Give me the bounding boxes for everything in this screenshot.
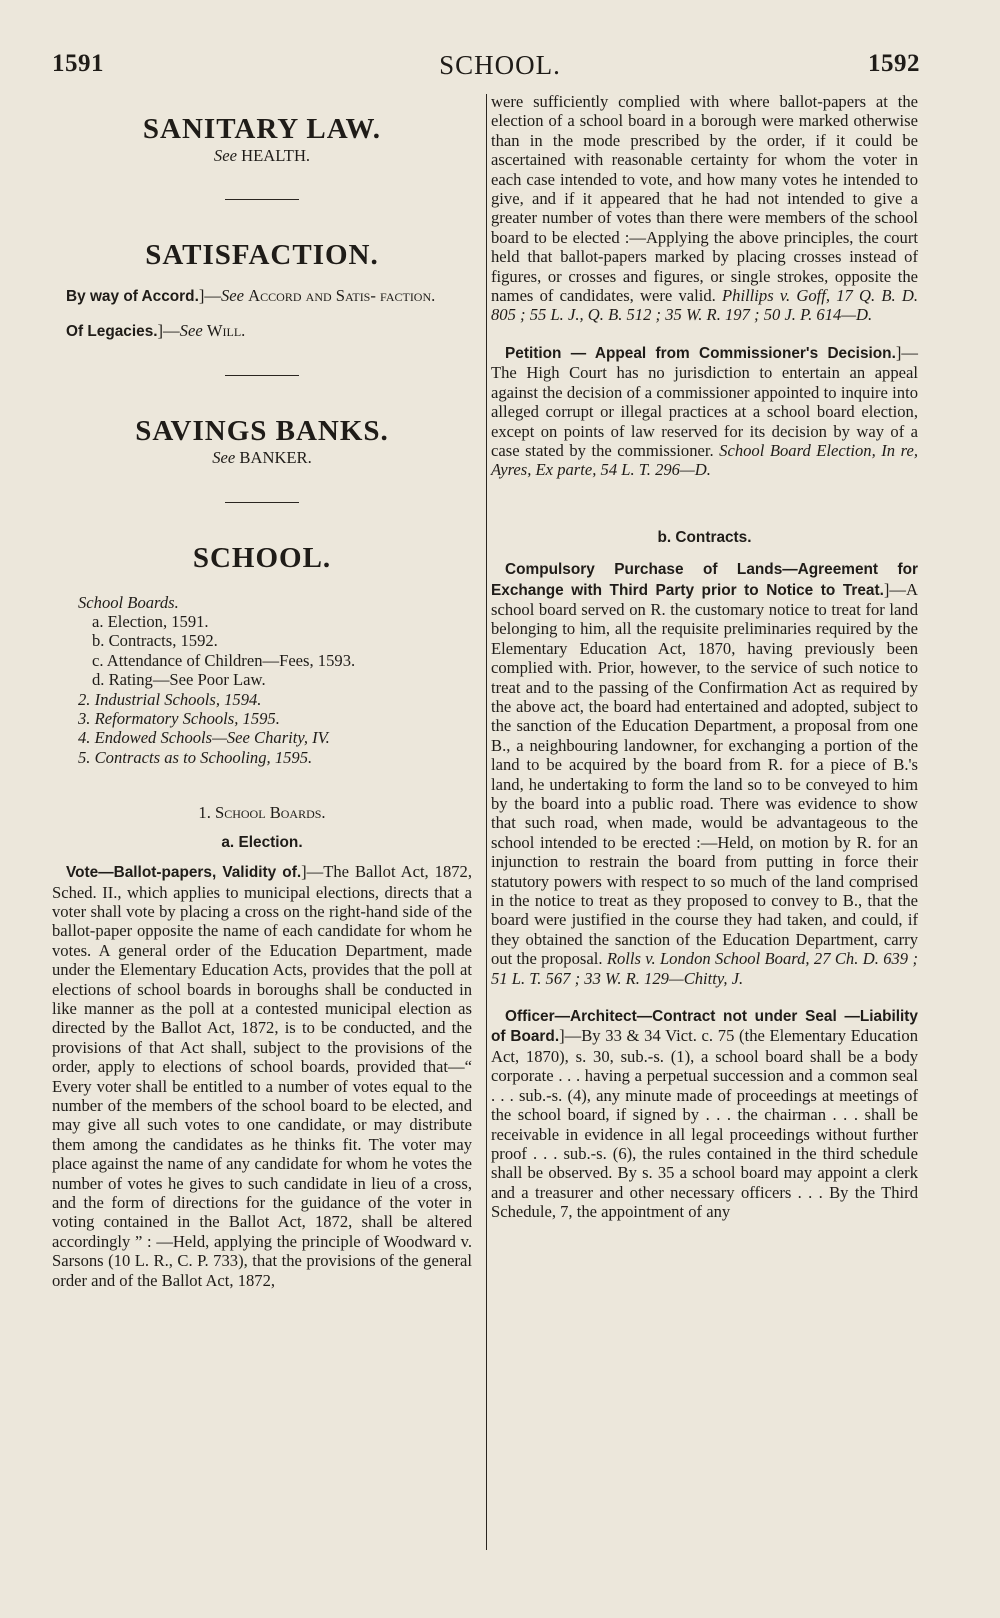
entry-text: ]—By 33 & 34 Vict. c. 75 (the Elementary Education Act, 1870), s. 30, sub.-s. (1), a school board shall be a body corporate . . . having a perpetual succession and a common seal . . . sub.-s. (4), any minute made of proceedings at meetings of the school board, if signed by . . . the chairman . . . shall be receivable in evidence in all legal proceedings without further proof . . . sub.-s. (6), the rules contained in the third schedule shall be observed. By s. 35 a school board may appoint a clerk and a treasurer and other necessary officers . . . By the Third Schedule, 7, the appointment of any — [491, 1026, 918, 1222]
toc-item: 5. Contracts as to Schooling, 1595. — [78, 747, 313, 767]
entry-sep: ]— — [198, 286, 221, 306]
divider — [225, 375, 299, 376]
entry-petition-appeal — [491, 343, 918, 480]
heading-satisfaction: SATISFACTION. — [145, 239, 379, 272]
entry-vote-ballot-papers — [52, 862, 472, 1290]
entry-by-way-of-accord — [52, 286, 472, 306]
page-number-left: 1591 — [52, 50, 104, 77]
see-target: Will. — [206, 320, 246, 340]
toc-item: a. Election, 1591. — [92, 612, 209, 632]
see-target: Accord and Satis- faction. — [248, 286, 436, 306]
column-divider — [486, 94, 487, 1550]
running-title: SCHOOL. — [439, 50, 561, 80]
entry-of-legacies — [52, 321, 472, 341]
see-target: HEALTH. — [241, 146, 311, 165]
see-reference — [52, 448, 472, 467]
entry-officer-architect — [491, 1006, 918, 1221]
entry-lead: Petition — Appeal from Commissioner's Decision. — [505, 344, 896, 362]
entry-sep: ]— — [157, 320, 180, 340]
left-column — [52, 104, 472, 1290]
entry-text: ]—A school board served on R. the customary notice to treat for land belonging to him, all the requisite preliminaries required by the Elementary Education Act, 1870, having previously been complied with. Prior, however, to the service of such notice to treat and to the passing of the Confirmation Act as required by the above act, the board had entertained and adopted, subject to the sanction of the Education Department, a proposal from one B., a neighbouring landowner, for exchanging a portion of the land to be acquired by the board from R. for a piece of B.'s land, he undertaking to form the land so to be conveyed to him by the board into a public road. There was evidence to show that such road, when made, would be advantageous to the school intended to be erected :—Held, on motion by R. for an injunction to restrain the board from putting in force their statutory powers with respect to so much of the land comprised in the notice to treat as they proposed to convey to B., that the board were justified in the course they had taken, and could, if they obtained the sanction of the Education Department, carry out the proposal. — [491, 579, 918, 969]
subsection-heading: b. Contracts. — [657, 528, 752, 546]
entry-compulsory-purchase — [491, 559, 918, 988]
right-column — [491, 92, 918, 1222]
toc-item: School Boards. — [78, 592, 179, 612]
case-citation: School Board Election, In re, Ayres, Ex parte, 54 L. T. 296—D. — [491, 440, 918, 480]
entry-text: were sufficiently complied with where ballot-papers at the election of a school board in a borough were marked otherwise than in the mode prescribed by the order, if it could be ascertained with reasonable certainty for whom the voter in each case intended to vote, and how many votes he intended to give, and if it appeared that he had not intended to give a greater number of votes than there were members of the school board to be elected :—Applying the above principles, the court held that ballot-papers marked by placing crosses instead of figures, or crosses and figures, or single strokes, opposite the names of candidates, were valid. — [491, 92, 918, 306]
see-word: See — [179, 320, 203, 340]
entry-lead: Vote—Ballot-papers, Validity of. — [66, 864, 302, 882]
toc-item: 4. Endowed Schools—See Charity, IV. — [78, 728, 330, 748]
toc-item: c. Attendance of Children—Fees, 1593. — [92, 650, 356, 670]
entry-lead: Compulsory Purchase of Lands—Agreement for Exchange with Third Party prior to Notice to Treat. — [491, 561, 918, 599]
toc-item: d. Rating—See Poor Law. — [92, 670, 266, 690]
see-reference — [52, 146, 472, 165]
see-word: See — [220, 286, 245, 306]
toc-item: 2. Industrial Schools, 1594. — [78, 689, 262, 709]
entry-text: ]—The Ballot Act, 1872, Sched. II., which applies to municipal elections, directs that a voter shall vote by placing a cross on the right-hand side of the ballot-paper opposite the name of each candidate for whom he votes. A general order of the Education Department, made under the Elementary Education Acts, provides that the poll at elections of school boards in boroughs shall be conducted in like manner as the poll at a contested municipal election as directed by the Ballot Act, 1872, is to be conducted, and the provisions of that Act shall, subject to the provisions of the order, apply to elections of school boards, provided that—“ Every voter shall be entitled to a number of votes equal to the number of the members of the school board to be elected, and may give all such votes to one candidate, or may distribute them among the candidates as he thinks fit. The voter may place against the name of any candidate for whom he votes the number of votes he gives to such candidate in lieu of a cross, and the form of directions for the guidance of the voter in voting contained in the Ballot Act, 1872, shall be altered accordingly ” : —Held, applying the principle of Woodward v. Sarsons (10 L. R., C. P. 733), that the provisions of the general order and of the Ballot Act, 1872, — [52, 862, 473, 1290]
case-citation: Rolls v. London School Board, 27 Ch. D. 639 ; 51 L. T. 567 ; 33 W. R. 129—Chitty, J. — [491, 949, 918, 988]
heading-savings-banks: SAVINGS BANKS. — [135, 415, 389, 448]
case-citation: Phillips v. Goff, 17 Q. B. D. 805 ; 55 L. J., Q. B. 512 ; 35 W. R. 197 ; 50 J. P. 614—D. — [491, 286, 918, 325]
divider — [225, 199, 299, 200]
heading-school: SCHOOL. — [192, 541, 332, 574]
toc-item: b. Contracts, 1592. — [92, 631, 218, 651]
entry-lead: By way of Accord. — [66, 288, 199, 306]
heading-sanitary-law: SANITARY LAW. — [142, 113, 382, 145]
entry-lead: Of Legacies. — [66, 322, 158, 340]
divider — [225, 502, 299, 503]
see-target: BANKER. — [239, 448, 312, 468]
table-of-contents — [52, 593, 472, 768]
see-word: See — [213, 146, 237, 165]
section-heading: 1. School Boards. — [198, 803, 326, 823]
entry-text: ]—The High Court has no jurisdiction to entertain an appeal against the decision of a commissioner appointed to inquire into alleged corrupt or illegal practices at a school board election, except on points of law reserved for its decision by way of a case stated by the commissioner. — [491, 342, 918, 460]
subsection-heading: a. Election. — [221, 833, 303, 851]
toc-item: 3. Reformatory Schools, 1595. — [78, 709, 280, 729]
page-number-right: 1592 — [868, 50, 920, 77]
entry-continuation — [491, 92, 918, 325]
entry-lead: Officer—Architect—Contract not under Seal —Liability of Board. — [491, 1008, 918, 1046]
see-word: See — [212, 448, 236, 468]
